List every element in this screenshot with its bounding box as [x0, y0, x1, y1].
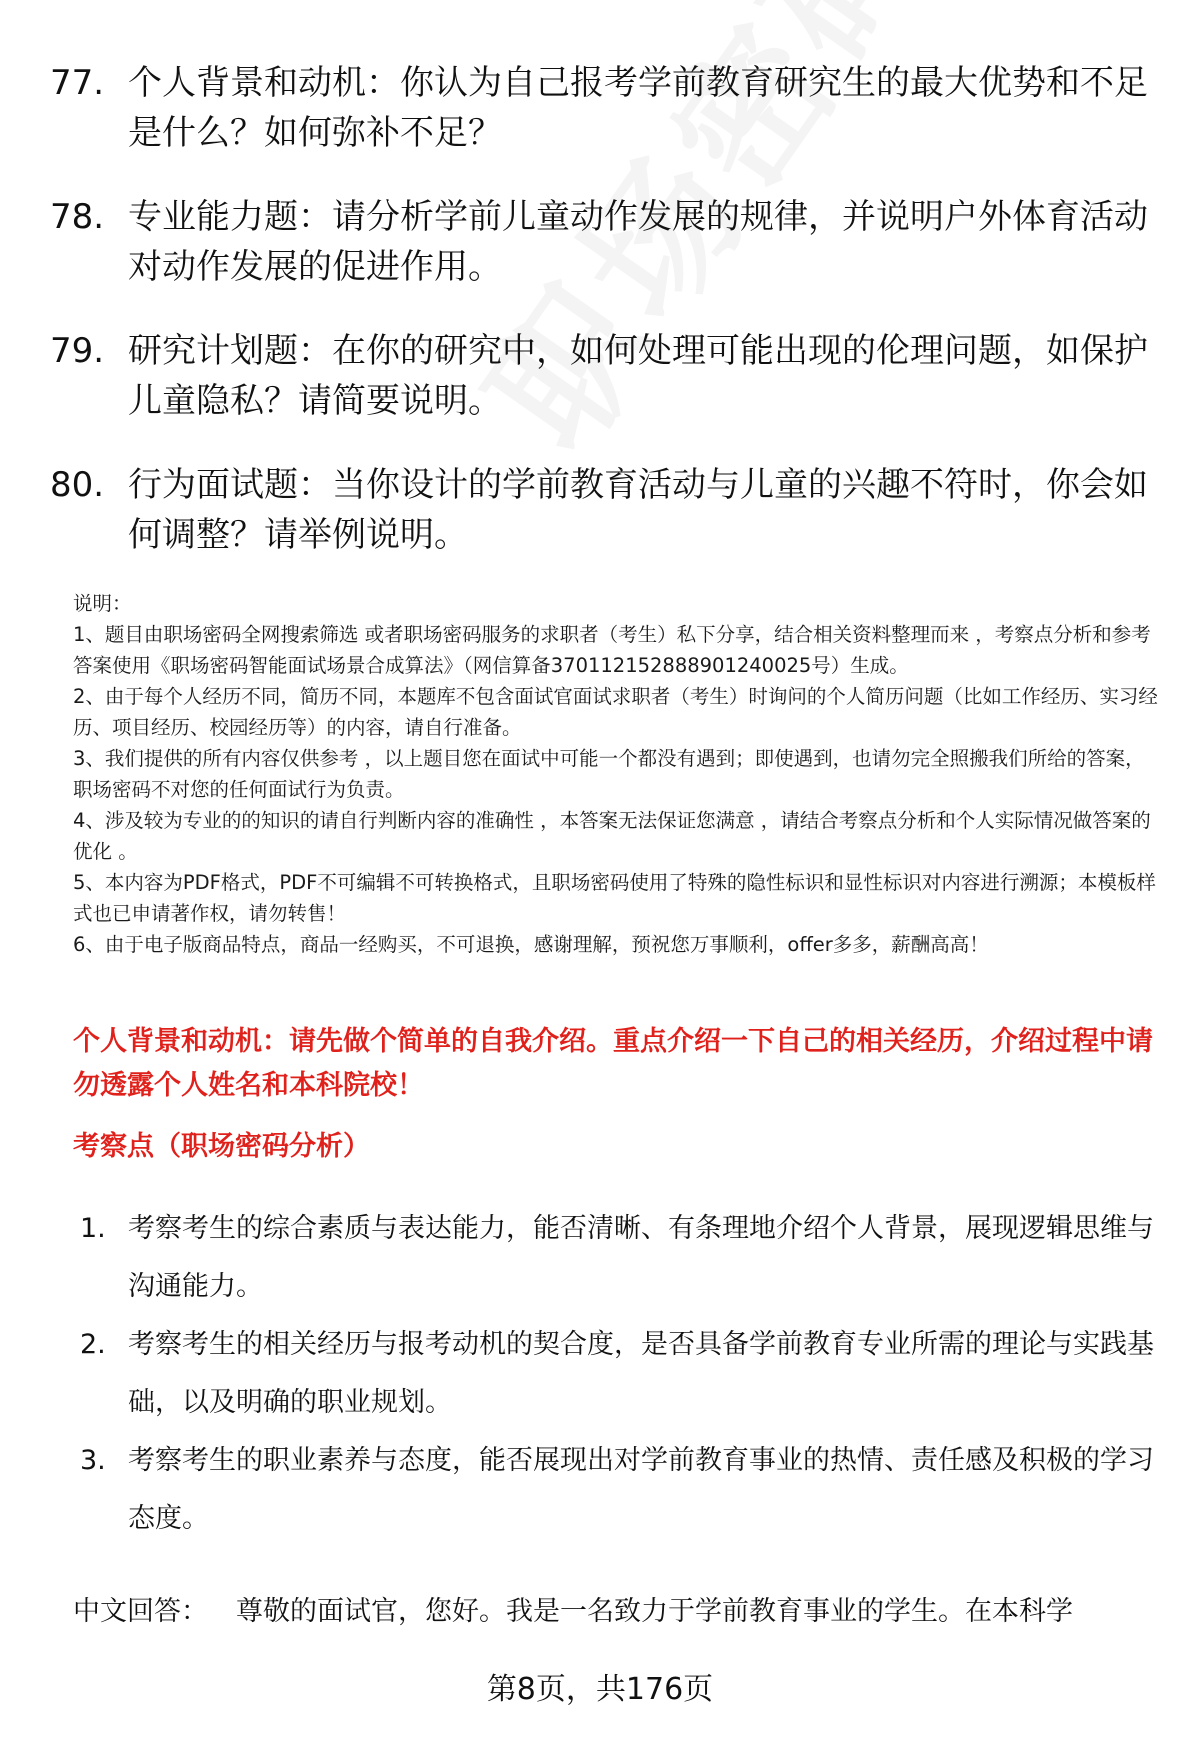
question-number: 78.	[50, 197, 105, 237]
point-number: 3.	[80, 1445, 106, 1476]
answer-line	[73, 1590, 1073, 1634]
notes-title: 说明：	[73, 592, 132, 615]
question-text: 行为面试题：当你设计的学前教育活动与儿童的兴趣不符时，你会如何调整？请举例说明。	[128, 465, 1148, 555]
notes-section	[73, 588, 1163, 960]
note-item: 2、由于每个人经历不同，简历不同，本题库不包含面试官面试求职者（考生）时询问的个人简历问题（比如工作经历、实习经历、项目经历、校园经历等）的内容，请自行准备。	[73, 685, 1158, 739]
point-text: 考察考生的综合素质与表达能力，能否清晰、有条理地介绍个人背景，展现逻辑思维与沟通能力。	[128, 1213, 1154, 1302]
question-text: 专业能力题：请分析学前儿童动作发展的规律，并说明户外体育活动对动作发展的促进作用。	[128, 197, 1148, 287]
assessment-point	[80, 1316, 1160, 1432]
assessment-points	[80, 1200, 1160, 1548]
page-footer: 第8页，共176页	[486, 1672, 714, 1707]
point-text: 考察考生的职业素养与态度，能否展现出对学前教育事业的热情、责任感及积极的学习态度。	[128, 1445, 1154, 1534]
note-item: 3、我们提供的所有内容仅供参考 ，以上题目您在面试中可能一个都没有遇到；即使遇到，也请勿完全照搬我们所给的答案，职场密码不对您的任何面试行为负责。	[73, 747, 1145, 801]
point-number: 1.	[80, 1213, 106, 1244]
question-item	[50, 192, 1150, 292]
question-item	[50, 58, 1150, 158]
point-number: 2.	[80, 1329, 106, 1360]
question-number: 80.	[50, 465, 105, 505]
answer-text: 尊敬的面试官，您好。我是一名致力于学前教育事业的学生。在本科学	[236, 1596, 1073, 1627]
question-number: 77.	[50, 63, 105, 103]
question-item	[50, 326, 1150, 426]
note-item: 4、涉及较为专业的的知识的请自行判断内容的准确性 ，本答案无法保证您满意 ，请结合考察点分析和个人实际情况做答案的优化 。	[73, 809, 1151, 863]
question-number: 79.	[50, 331, 105, 371]
point-text: 考察考生的相关经历与报考动机的契合度，是否具备学前教育专业所需的理论与实践基础，以及明确的职业规划。	[128, 1329, 1154, 1418]
answer-label: 中文回答：	[73, 1596, 208, 1627]
question-text: 研究计划题：在你的研究中，如何处理可能出现的伦理问题，如保护儿童隐私？请简要说明。	[128, 331, 1148, 421]
assessment-point	[80, 1432, 1160, 1548]
note-item: 5、本内容为PDF格式，PDF不可编辑不可转换格式，且职场密码使用了特殊的隐性标识和显性标识对内容进行溯源；本模板样式也已申请著作权，请勿转售！	[73, 871, 1156, 925]
question-item	[50, 460, 1150, 560]
note-item: 6、由于电子版商品特点，商品一经购买，不可退换，感谢理解，预祝您万事顺利，offer多多，薪酬高高！	[73, 933, 989, 956]
note-item: 1、题目由职场密码全网搜索筛选 或者职场密码服务的求职者（考生）私下分享，结合相关资料整理而来 ，考察点分析和参考答案使用《职场密码智能面试场景合成算法》（网信算备370112152888901240025号）生成。	[73, 623, 1151, 677]
question-list	[50, 58, 1150, 594]
section-subheading: 考察点（职场密码分析）	[73, 1131, 370, 1162]
assessment-point	[80, 1200, 1160, 1316]
question-text: 个人背景和动机：你认为自己报考学前教育研究生的最大优势和不足是什么？如何弥补不足？	[128, 63, 1148, 153]
section-heading: 个人背景和动机：请先做个简单的自我介绍。重点介绍一下自己的相关经历，介绍过程中请勿透露个人姓名和本科院校！	[73, 1026, 1153, 1101]
